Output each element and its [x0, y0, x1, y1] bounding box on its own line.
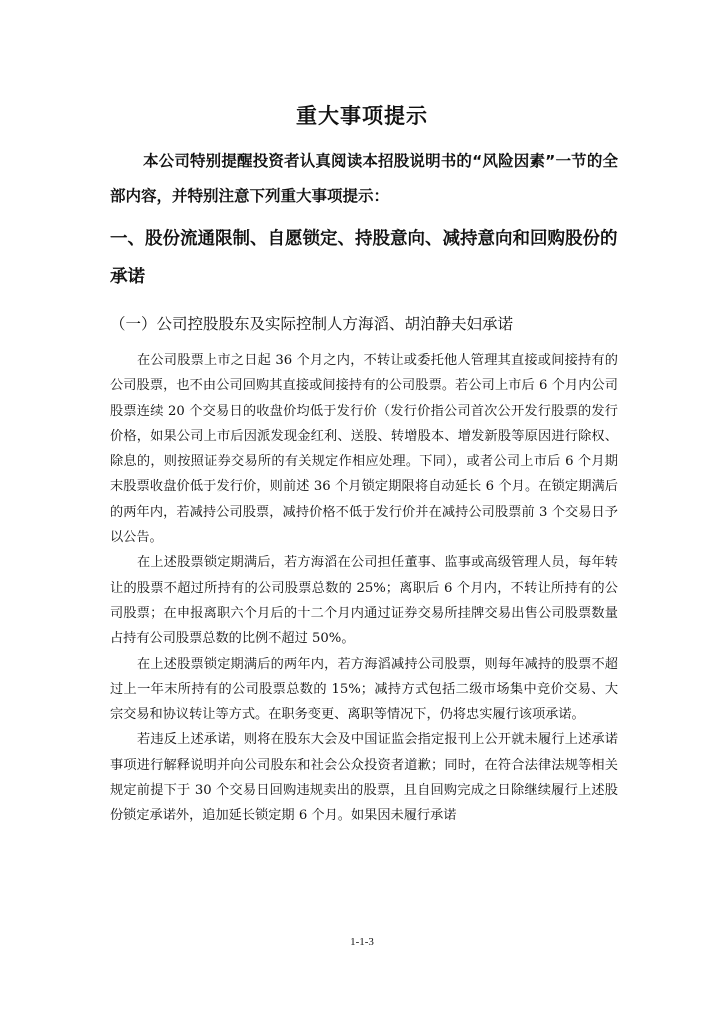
intro-paragraph: 本公司特别提醒投资者认真阅读本招股说明书的“风险因素”一节的全部内容，并特别注意下列重大事项提示：	[110, 152, 618, 205]
body-text	[110, 348, 618, 829]
page-title: 重大事项提示	[296, 104, 428, 128]
body-paragraph: 在上述股票锁定期满后，若方海滔在公司担任董事、监事或高级管理人员，每年转让的股票不超过所持有的公司股票总数的 25%；离职后 6 个月内，不转让所持有的公司股票；在申报离职六个月后的十二个月内通过证券交易所挂牌交易出售公司股票数量占持有公司股票总数的比例不超过 50%。	[110, 555, 618, 647]
body-paragraph: 若违反上述承诺，则将在股东大会及中国证监会指定报刊上公开就未履行上述承诺事项进行解释说明并向公司股东和社会公众投资者道歉；同时，在符合法律法规等相关规定前提下于 30 个交易日回购违规卖出的股票，且自回购完成之日除继续履行上述股份锁定承诺外，追加延长锁定期 6 个月。如果因未履行承诺	[110, 732, 618, 824]
section-heading: 一、股份流通限制、自愿锁定、持股意向、减持意向和回购股份的承诺	[110, 229, 618, 287]
subsection-heading: （一）公司控股股东及实际控制人方海滔、胡泊静夫妇承诺	[110, 315, 514, 333]
page-number: 1-1-3	[350, 936, 374, 948]
body-paragraph: 在公司股票上市之日起 36 个月之内，不转让或委托他人管理其直接或间接持有的公司股票，也不由公司回购其直接或间接持有的公司股票。若公司上市后 6 个月内公司股票连续 20 个交易日的收盘价均低于发行价（发行价指公司首次公开发行股票的发行价格，如果公司上市后因派发现金红利、送股、转增股本、增发新股等原因进行除权、除息的，则按照证券交易所的有关规定作相应处理。下同），或者公司上市后 6 个月期末股票收盘价低于发行价，则前述 36 个月锁定期限将自动延长 6 个月。在锁定期满后的两年内，若减持公司股票，减持价格不低于发行价并在减持公司股票前 3 个交易日予以公告。	[110, 353, 618, 546]
body-paragraph: 在上述股票锁定期满后的两年内，若方海滔减持公司股票，则每年减持的股票不超过上一年末所持有的公司股票总数的 15%；减持方式包括二级市场集中竞价交易、大宗交易和协议转让等方式。在职务变更、离职等情况下，仍将忠实履行该项承诺。	[110, 656, 618, 723]
